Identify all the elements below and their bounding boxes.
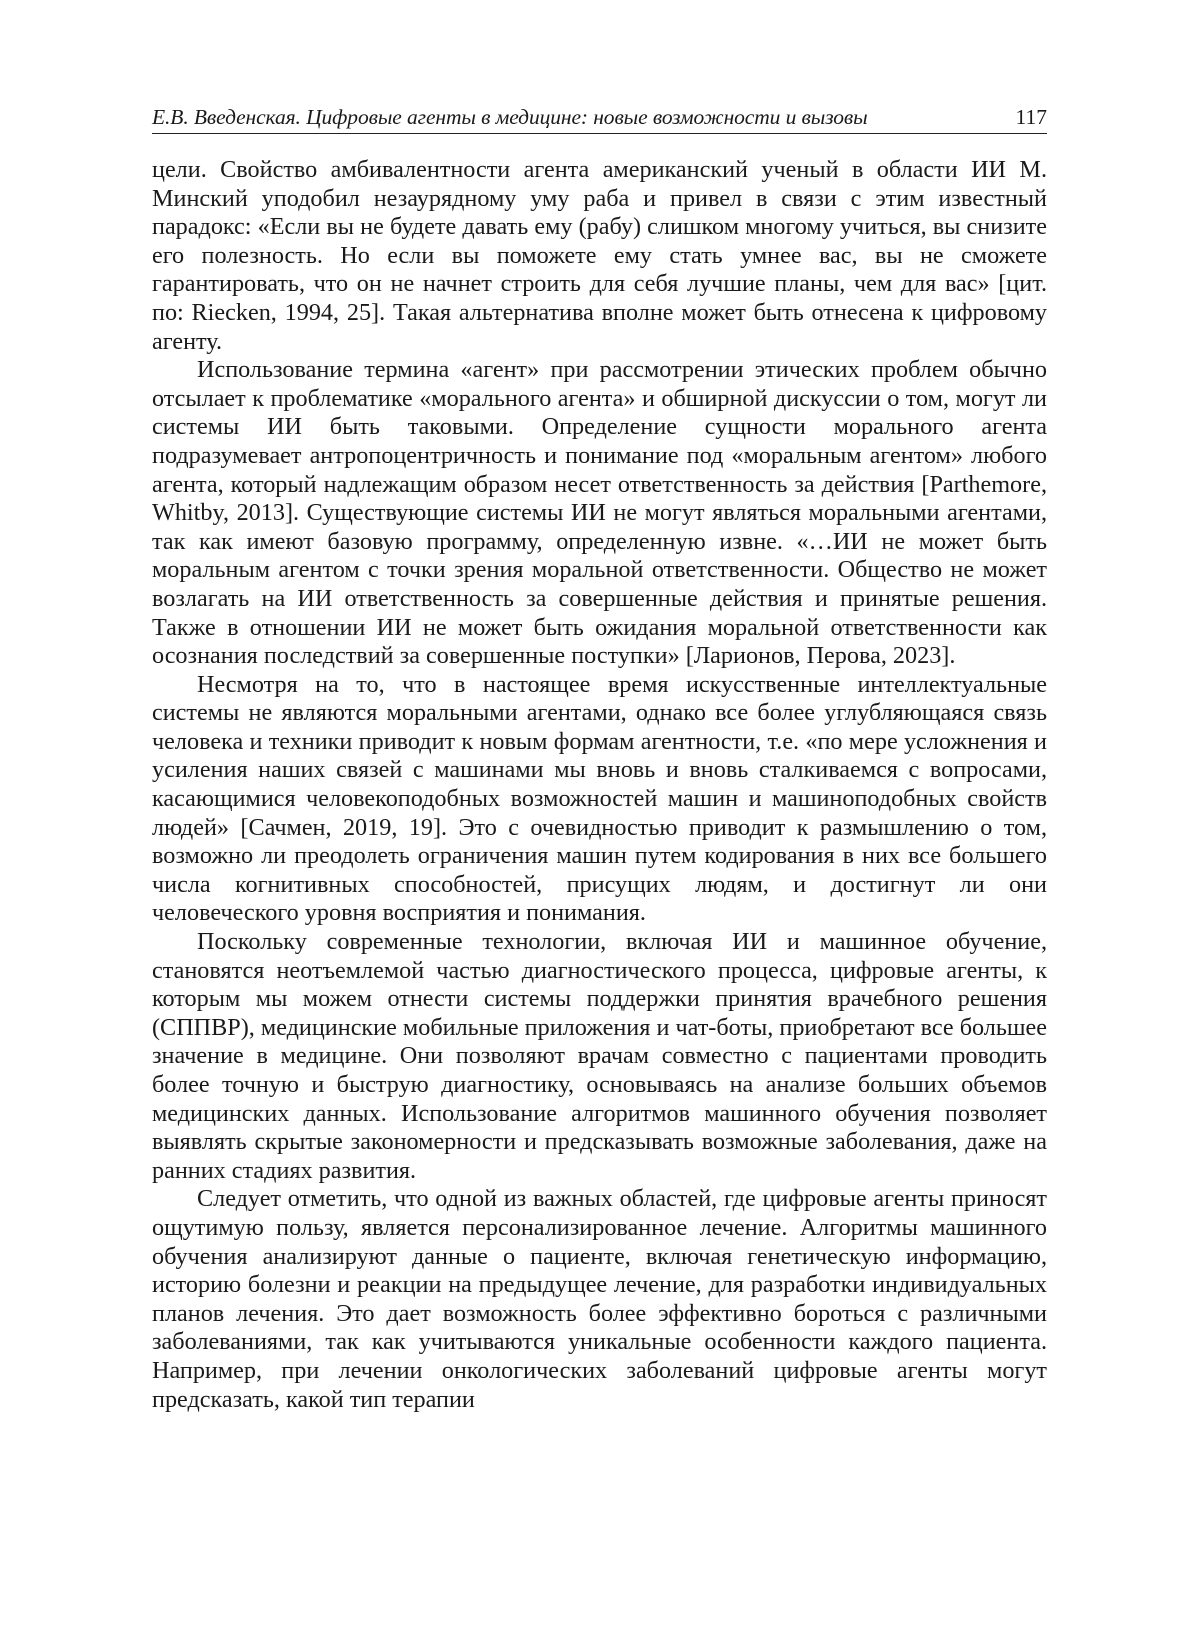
paragraph-5: Следует отметить, что одной из важных областей, где цифровые агенты приносят ощутимую пользу, является персонализированное лечение. Алгоритмы машинного обучения анализируют данные о пациенте, включая генетическую информацию, историю болезни и реакции на предыдущее лечение, для разработки индивидуальных планов лечения. Это дает возможность более эффективно бороться с различными заболеваниями, так как учитываются уникальные особенности каждого пациента. Например, при лечении онкологических заболеваний цифровые агенты могут предсказать, какой тип терапии — [152, 1185, 1047, 1413]
running-title: Е.В. Введенская. Цифровые агенты в медицине: новые возможности и вызовы — [152, 105, 868, 129]
paragraph-1: цели. Свойство амбивалентности агента американский ученый в области ИИ М. Минский уподобил незаурядному уму раба и привел в связи с этим известный парадокс: «Если вы не будете давать ему (рабу) слишком многому учиться, вы снизите его полезность. Но если вы поможете ему стать умнее вас, вы не сможете гарантировать, что он не начнет строить для себя лучшие планы, чем для вас» [цит. по: Riecken, 1994, 25]. Такая альтернатива вполне может быть отнесена к цифровому агенту. — [152, 156, 1047, 355]
article-body — [152, 156, 1047, 1414]
paragraph-3: Несмотря на то, что в настоящее время искусственные интеллектуальные системы не являются моральными агентами, однако все более углубляющаяся связь человека и техники приводит к новым формам агентности, т.е. «по мере усложнения и усиления наших связей с машинами мы вновь и вновь сталкиваемся с вопросами, касающимися человекоподобных возможностей машин и машиноподобных свойств людей» [Сачмен, 2019, 19]. Это с очевидностью приводит к размышлению о том, возможно ли преодолеть ограничения машин путем кодирования в них все большего числа когнитивных способностей, присущих людям, и достигнут ли они человеческого уровня восприятия и понимания. — [152, 670, 1047, 927]
page-number: 117 — [1015, 105, 1047, 129]
running-header — [152, 104, 1047, 134]
paragraph-2: Использование термина «агент» при рассмотрении этических проблем обычно отсылает к проблематике «морального агента» и обширной дискуссии о том, могут ли системы ИИ быть таковыми. Определение сущности морального агента подразумевает антропоцентричность и понимание под «моральным агентом» любого агента, который надлежащим образом несет ответственность за действия [Parthemore, Whitby, 2013]. Существующие системы ИИ не могут являться моральными агентами, так как имеют базовую программу, определенную извне. «…ИИ не может быть моральным агентом с точки зрения моральной ответственности. Общество не может возлагать на ИИ ответственность за совершенные действия и принятые решения. Также в отношении ИИ не может быть ожидания моральной ответственности как осознания последствий за совершенные поступки» [Ларионов, Перова, 2023]. — [152, 356, 1047, 670]
paragraph-4: Поскольку современные технологии, включая ИИ и машинное обучение, становятся неотъемлемой частью диагностического процесса, цифровые агенты, к которым мы можем отнести системы поддержки принятия врачебного решения (СППВР), медицинские мобильные приложения и чат-боты, приобретают все большее значение в медицине. Они позволяют врачам совместно с пациентами проводить более точную и быструю диагностику, основываясь на анализе больших объемов медицинских данных. Использование алгоритмов машинного обучения позволяет выявлять скрытые закономерности и предсказывать возможные заболевания, даже на ранних стадиях развития. — [152, 928, 1047, 1184]
